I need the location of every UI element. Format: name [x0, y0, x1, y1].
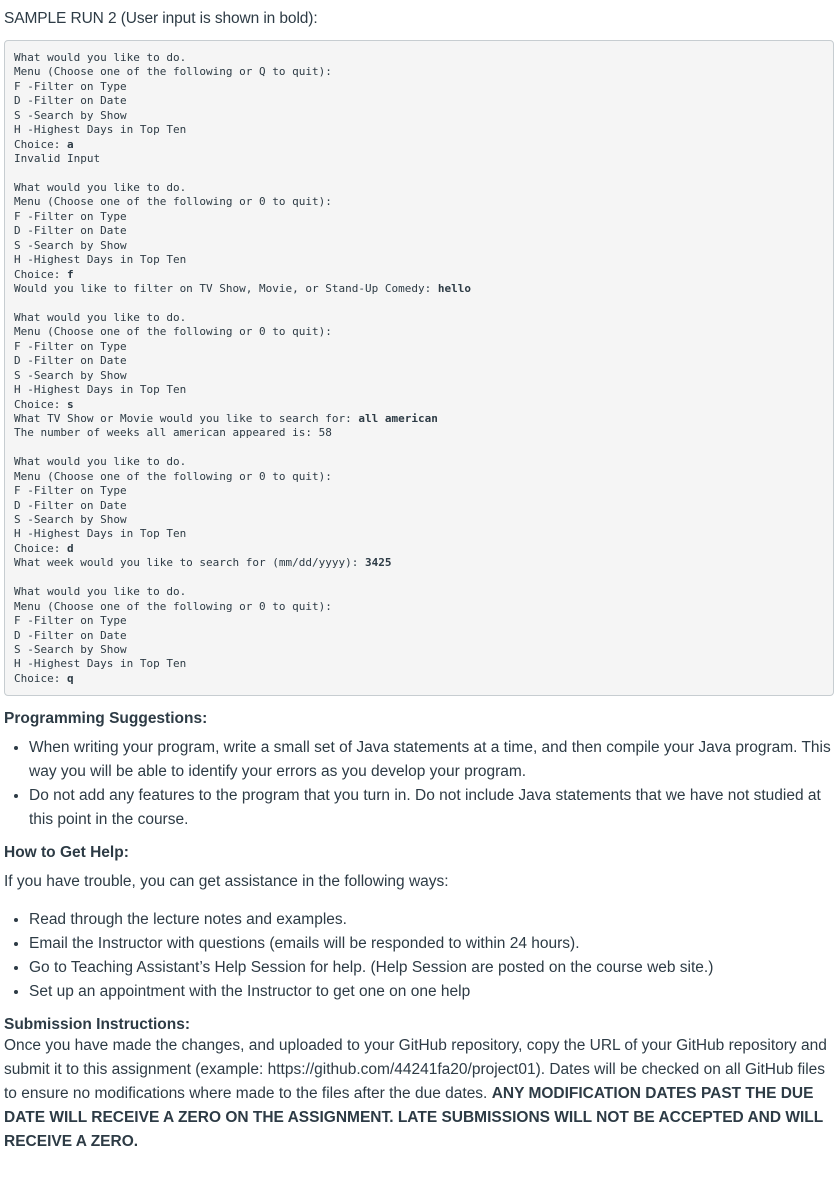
help-intro: If you have trouble, you can get assistance in the following ways:: [4, 873, 449, 891]
console-prompt-text: What TV Show or Movie would you like to search for:: [14, 411, 359, 425]
console-line: [14, 383, 824, 397]
console-user-input: f: [66, 267, 74, 281]
console-line: [14, 195, 824, 209]
console-line: [14, 614, 824, 628]
console-prompt-text: What would you like to do.: [14, 585, 187, 599]
console-user-input: d: [66, 541, 74, 555]
console-prompt-text: F -Filter on Type: [14, 339, 127, 353]
console-line: [14, 484, 824, 498]
help-list: [4, 908, 832, 1004]
console-prompt-text: Invalid Input: [14, 152, 101, 166]
console-line: [14, 181, 824, 195]
console-user-input: hello: [437, 282, 471, 295]
console-prompt-text: Choice:: [14, 397, 67, 411]
console-prompt-text: Would you like to filter on TV Show, Movie, or Stand-Up Comedy:: [14, 282, 438, 295]
console-prompt-text: Menu (Choose one of the following or 0 to quit):: [14, 195, 332, 209]
console-prompt-text: Menu (Choose one of the following or Q to quit):: [14, 65, 332, 79]
console-line: [14, 455, 824, 469]
submission-instructions-text: [4, 1034, 832, 1154]
console-line: [14, 109, 824, 123]
console-user-input: s: [66, 397, 74, 411]
console-prompt-text: Choice:: [14, 137, 67, 151]
console-prompt-text: H -Highest Days in Top Ten: [14, 123, 187, 137]
console-prompt-text: S -Search by Show: [14, 238, 127, 252]
console-prompt-text: S -Search by Show: [14, 108, 127, 122]
console-line: [14, 239, 824, 253]
list-item: • Set up an appointment with the Instructor to get one on one help: [29, 980, 832, 1004]
console-prompt-text: Choice:: [14, 671, 67, 685]
list-item: • Do not add any features to the program that you turn in. Do not include Java statements that we have not studied at this point in the course.: [29, 784, 832, 832]
console-prompt-text: D -Filter on Date: [14, 628, 127, 642]
console-line: [14, 325, 824, 339]
console-prompt-text: S -Search by Show: [14, 513, 127, 526]
console-output-block: [4, 40, 834, 696]
console-prompt-text: D -Filter on Date: [14, 498, 127, 512]
programming-suggestions-title: Programming Suggestions:: [4, 710, 208, 728]
console-prompt-text: Choice:: [14, 541, 67, 555]
console-line: [14, 556, 824, 570]
console-line: [14, 340, 824, 354]
console-prompt-text: What week would you like to search for (mm/dd/yyyy):: [14, 556, 365, 570]
console-prompt-text: H -Highest Days in Top Ten: [14, 253, 187, 267]
console-line: [14, 542, 824, 556]
console-prompt-text: What would you like to do.: [14, 180, 187, 194]
console-line: [14, 311, 824, 325]
console-prompt-text: What would you like to do.: [14, 51, 187, 64]
console-line: [14, 224, 824, 238]
console-line: [14, 672, 824, 686]
console-prompt-text: S -Search by Show: [14, 642, 127, 656]
console-line: [14, 268, 824, 282]
console-prompt-text: F -Filter on Type: [14, 614, 127, 628]
console-line: [14, 253, 824, 267]
list-item: • Read through the lecture notes and examples.: [29, 908, 832, 932]
console-line: [14, 585, 824, 599]
console-user-input: q: [66, 671, 74, 685]
assignment-page: [4, 10, 832, 1154]
console-prompt-text: What would you like to do.: [14, 455, 187, 469]
console-line: [14, 499, 824, 513]
list-item: • Email the Instructor with questions (emails will be responded to within 24 hours).: [29, 932, 832, 956]
console-line: [14, 123, 824, 137]
console-line: [14, 600, 824, 614]
console-line: [14, 354, 824, 368]
console-line: [14, 657, 824, 671]
submission-warning: ANY MODIFICATION DATES PAST THE DUE DATE WILL RECEIVE A ZERO ON THE ASSIGNMENT. LATE SUBMISSIONS WILL NOT BE ACCEPTED AND WILL RECEIVE A ZERO.: [4, 1085, 823, 1151]
console-line: [14, 470, 824, 484]
console-line: [14, 426, 824, 440]
console-line: [14, 80, 824, 94]
console-prompt-text: F -Filter on Type: [14, 79, 127, 93]
console-line: [14, 527, 824, 541]
console-user-input: a: [66, 137, 74, 151]
sample-run-heading: SAMPLE RUN 2 (User input is shown in bold):: [4, 10, 318, 27]
console-line: [14, 629, 824, 643]
submission-body: Once you have made the changes, and uploaded to your GitHub repository, copy the URL of your GitHub repository and submit it to this assignment (example: https://github.com/44241fa20/project01). Dates will be checked on all GitHub files to ensure no modifications where made to the files after the due dates.: [4, 1037, 827, 1103]
console-prompt-text: D -Filter on Date: [14, 224, 127, 238]
console-prompt-text: D -Filter on Date: [14, 94, 127, 108]
console-line: [14, 282, 824, 296]
console-line: [14, 210, 824, 224]
console-line: [14, 51, 824, 65]
console-prompt-text: S -Search by Show: [14, 368, 127, 382]
console-line: [14, 571, 824, 585]
console-prompt-text: F -Filter on Type: [14, 209, 127, 223]
console-prompt-text: Choice:: [14, 267, 67, 281]
console-line: [14, 296, 824, 310]
submission-instructions-title: Submission Instructions:: [4, 1016, 191, 1034]
console-line: [14, 513, 824, 527]
console-prompt-text: D -Filter on Date: [14, 354, 127, 368]
console-line: [14, 65, 824, 79]
console-prompt-text: H -Highest Days in Top Ten: [14, 383, 187, 397]
console-line: [14, 369, 824, 383]
programming-suggestions-list: [4, 736, 832, 832]
how-to-get-help-title: How to Get Help:: [4, 844, 129, 862]
console-line: [14, 94, 824, 108]
list-item: • When writing your program, write a small set of Java statements at a time, and then compile your Java program. This way you will be able to identify your errors as you develop your program.: [29, 736, 832, 784]
console-line: [14, 398, 824, 412]
console-prompt-text: Menu (Choose one of the following or 0 to quit):: [14, 325, 332, 339]
console-line: [14, 138, 824, 152]
console-prompt-text: Menu (Choose one of the following or 0 to quit):: [14, 599, 332, 613]
console-line: [14, 412, 824, 426]
console-line: [14, 643, 824, 657]
console-prompt-text: H -Highest Days in Top Ten: [14, 657, 187, 671]
console-prompt-text: F -Filter on Type: [14, 484, 127, 498]
console-prompt-text: H -Highest Days in Top Ten: [14, 527, 187, 541]
console-line: [14, 152, 824, 166]
console-user-input: all american: [358, 411, 438, 425]
list-item: • Go to Teaching Assistant’s Help Session for help. (Help Session are posted on the course web site.): [29, 956, 832, 980]
console-line: [14, 167, 824, 181]
console-prompt-text: Menu (Choose one of the following or 0 to quit):: [14, 469, 332, 483]
console-line: [14, 441, 824, 455]
console-user-input: 3425: [365, 556, 392, 570]
console-prompt-text: The number of weeks all american appeared is: 58: [14, 426, 332, 440]
console-prompt-text: What would you like to do.: [14, 310, 187, 324]
